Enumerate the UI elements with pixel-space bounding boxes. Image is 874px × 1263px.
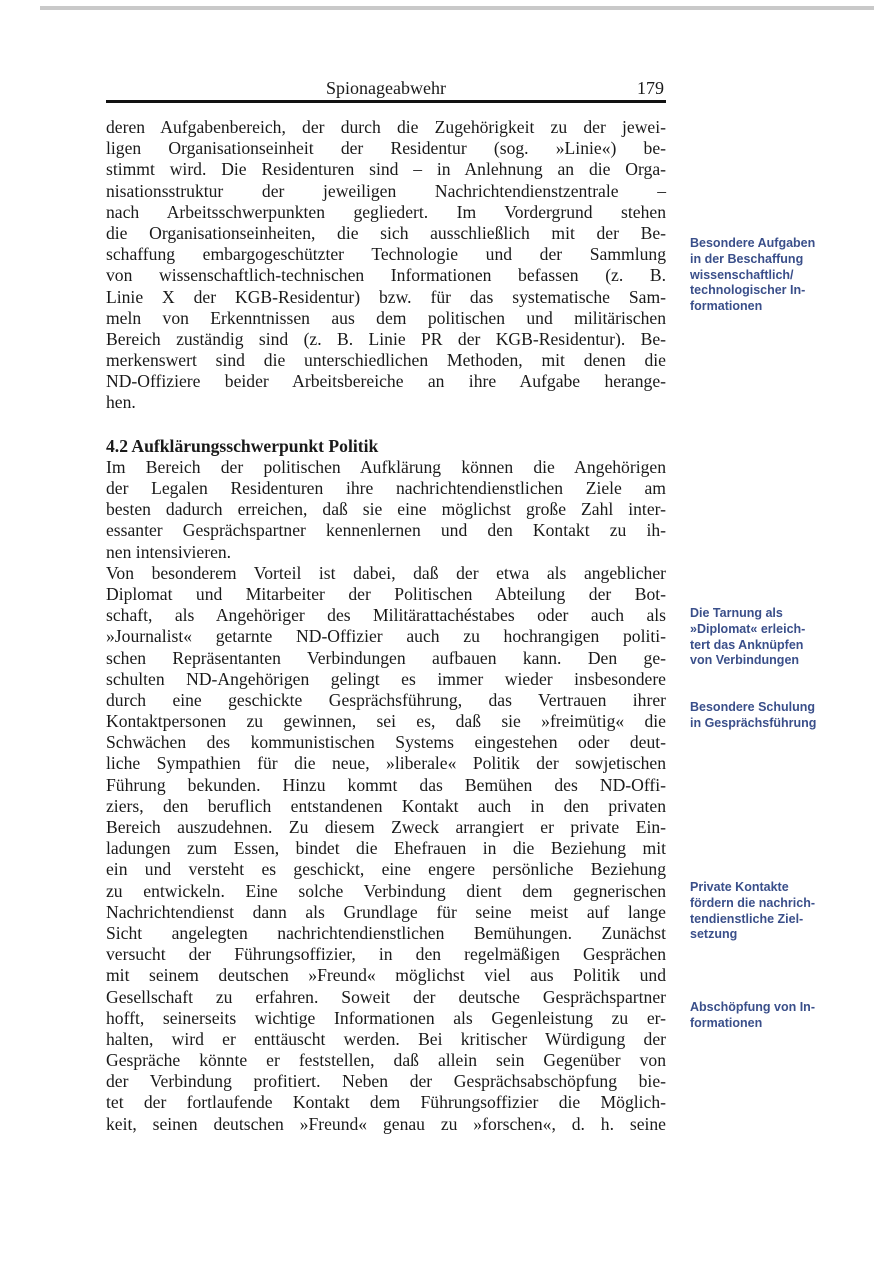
page-number: 179 xyxy=(637,78,664,98)
text-line: halten, wird er enttäuscht werden. Bei kritischer Würdigung der xyxy=(106,1028,666,1049)
margin-note-schulung xyxy=(690,700,860,732)
text-line: zu entwickeln. Eine solche Verbindung dient dem gegnerischen xyxy=(106,880,666,901)
text-line: Diplomat und Mitarbeiter der Politischen Abteilung der Bot- xyxy=(106,583,666,604)
text-line: ligen Organisationseinheit der Residentur (sog. »Linie«) be- xyxy=(106,138,666,159)
section-heading: 4.2 Aufklärungsschwerpunkt Politik xyxy=(106,435,379,456)
scan-edge xyxy=(40,6,874,10)
text-line: der Legalen Residenturen ihre nachrichtendienstlichen Ziele am xyxy=(106,478,666,498)
text-line: Schwächen des kommunistischen Systems eingestehen oder deut- xyxy=(106,732,666,753)
margin-note-line: formationen xyxy=(690,1015,763,1030)
text-line: keit, seinen deutschen »Freund« genau zu »forschen«, d. h. seine xyxy=(106,1113,666,1134)
text-line: Sicht angelegten nachrichtendienstlichen Bemühungen. Zunächst xyxy=(106,922,666,943)
text-line: die Organisationseinheiten, die sich ausschließlich mit der Be- xyxy=(106,222,666,243)
text-line: schaffung embargogeschützter Technologie und der Sammlung xyxy=(106,244,666,265)
text-line: besten dadurch erreichen, daß sie eine möglichst große Zahl inter- xyxy=(106,499,666,520)
margin-note-line: tert das Anknüpfen xyxy=(690,637,804,652)
text-line: schen Repräsentanten Verbindungen aufbauen kann. Den ge- xyxy=(106,647,666,668)
text-line: von wissenschaftlich-technischen Informationen befassen (z. B. xyxy=(106,265,666,286)
text-line: Linie X der KGB-Residentur) bzw. für das systematische Sam- xyxy=(106,286,666,307)
text-line: essanter Gesprächspartner kennenlernen und den Kontakt zu ih- xyxy=(106,520,666,541)
margin-note-line: technologischer In- xyxy=(690,283,806,298)
text-line: Bereich zuständig sind (z. B. Linie PR der KGB-Residentur). Be- xyxy=(106,328,666,349)
margin-note-beschaffung xyxy=(690,236,860,315)
text-line: tet der fortlaufende Kontakt dem Führungsoffizier die Möglich- xyxy=(106,1092,666,1113)
text-line: deren Aufgabenbereich, der durch die Zugehörigkeit zu der jewei- xyxy=(106,117,666,137)
text-line: stimmt wird. Die Residenturen sind – in Anlehnung an die Orga- xyxy=(106,159,666,180)
text-line: nisationsstruktur der jeweiligen Nachrichtendienstzentrale – xyxy=(106,180,666,201)
text-line: Bereich auszudehnen. Zu diesem Zweck arrangiert er private Ein- xyxy=(106,817,666,837)
text-line: schulten ND-Angehörigen gelingt es immer wieder insbesondere xyxy=(106,668,666,689)
margin-note-line: in Gesprächsführung xyxy=(690,715,817,730)
margin-note-abschoepfung xyxy=(690,1000,860,1032)
section-2 xyxy=(106,457,666,1135)
margin-note-line: Die Tarnung als xyxy=(690,606,783,620)
running-header xyxy=(106,78,666,100)
text-line: mit seinem deutschen »Freund« möglichst viel aus Politik und xyxy=(106,965,666,986)
text-line: merkenswert sind die unterschiedlichen Methoden, mit denen die xyxy=(106,350,666,371)
text-line: nach Arbeitsschwerpunkten gegliedert. Im Vordergrund stehen xyxy=(106,201,666,222)
text-line: Im Bereich der politischen Aufklärung können die Angehörigen xyxy=(106,456,666,477)
text-line: »Journalist« getarnte ND-Offizier auch zu hochrangigen politi- xyxy=(106,626,666,647)
text-line: Gesellschaft zu erfahren. Soweit der deutsche Gesprächspartner xyxy=(106,986,666,1007)
text-line: der Verbindung profitiert. Neben der Gesprächsabschöpfung bie- xyxy=(106,1071,666,1092)
section-gap xyxy=(106,414,666,436)
margin-note-line: Besondere Aufgaben xyxy=(690,236,816,250)
margin-note-line: »Diplomat« erleich- xyxy=(690,621,806,636)
margin-note-line: fördern die nachrich- xyxy=(690,895,816,910)
body-text xyxy=(106,117,666,1135)
margin-note-line: formationen xyxy=(690,299,763,314)
text-line: ziers, den beruflich entstandenen Kontakt auch in den privaten xyxy=(106,795,666,816)
text-line: schaft, als Angehöriger des Militärattachéstabes oder auch als xyxy=(106,605,666,626)
text-line: Nachrichtendienst dann als Grundlage für seine meist auf lange xyxy=(106,901,666,922)
margin-note-tarnung xyxy=(690,606,860,669)
header-rule xyxy=(106,100,666,103)
text-line: liche Sympathien für die neue, »liberale« Politik der sowjetischen xyxy=(106,753,666,774)
text-line: Kontaktpersonen zu gewinnen, sei es, daß sie »freimütig« die xyxy=(106,711,666,732)
text-line: Von besonderem Vorteil ist dabei, daß der etwa als angeblicher xyxy=(106,562,666,583)
text-line: ein und versteht es geschickt, eine engere persönliche Beziehung xyxy=(106,859,666,880)
text-line: versucht der Führungsoffizier, in den regelmäßigen Gesprächen xyxy=(106,944,666,965)
section-1 xyxy=(106,117,666,414)
text-line: meln von Erkenntnissen aus dem politischen und militärischen xyxy=(106,307,666,328)
text-line: durch eine geschickte Gesprächsführung, das Vertrauen ihrer xyxy=(106,689,666,710)
margin-note-line: Private Kontakte xyxy=(690,880,789,894)
margin-note-kontakte xyxy=(690,880,860,943)
margin-note-line: Abschöpfung von In- xyxy=(690,1000,815,1014)
text-line: Führung bekunden. Hinzu kommt das Bemühen des ND-Offi- xyxy=(106,774,666,795)
text-line: Gespräche könnte er feststellen, daß allein sein Gegenüber von xyxy=(106,1050,666,1071)
text-line: ladungen zum Essen, bindet die Ehefrauen in die Beziehung mit xyxy=(106,838,666,859)
running-title: Spionageabwehr xyxy=(326,78,446,98)
text-line: ND-Offiziere beider Arbeitsbereiche an ihre Aufgabe herange- xyxy=(106,371,666,392)
margin-note-line: tendienstliche Ziel- xyxy=(690,911,804,926)
text-line: hen. xyxy=(106,392,136,413)
text-line: nen intensivieren. xyxy=(106,541,232,562)
margin-note-line: von Verbindungen xyxy=(690,653,800,668)
margin-note-line: Besondere Schulung xyxy=(690,700,816,714)
margin-note-line: in der Beschaffung xyxy=(690,251,804,266)
margin-note-line: wissenschaftlich/ xyxy=(690,267,794,282)
margin-note-line: setzung xyxy=(690,927,738,942)
text-line: hofft, seinerseits wichtige Informationen als Gegenleistung zu er- xyxy=(106,1007,666,1028)
